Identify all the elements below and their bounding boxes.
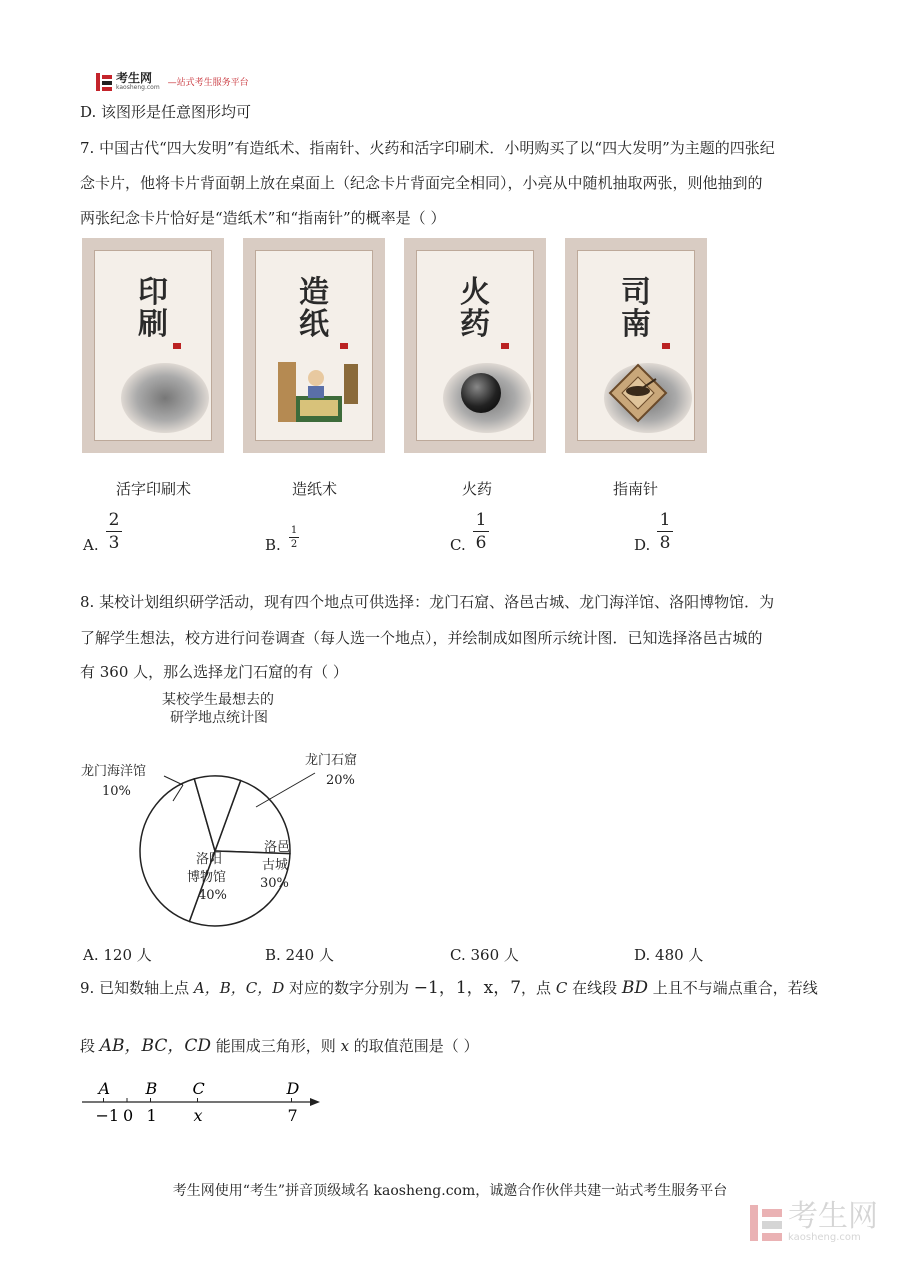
leader-line-shiku	[256, 773, 315, 807]
axis-tick-label: 7	[287, 1106, 298, 1125]
card-label: 火药	[462, 480, 493, 498]
card-label: 造纸术	[292, 480, 338, 498]
pie-value-luoyi: 30%	[260, 876, 289, 891]
pie-label-shiku: 龙门石窟	[305, 753, 358, 768]
q9-line-1: 9. 已知数轴上点 A，B，C，D 对应的数字分别为 −1，1，x，7，点 C 在线段 BD 上且不与端点重合，若线	[80, 978, 818, 998]
pie-label-bowu-2: 博物馆	[187, 870, 227, 885]
axis-tick-label: −1	[95, 1106, 120, 1125]
axis-tick-label: 1	[146, 1106, 157, 1125]
q7-option-c-letter: C.	[450, 536, 466, 554]
q6-option-d: D. 该图形是任意图形均可	[80, 103, 252, 121]
number-line	[80, 1076, 330, 1126]
q7-option-b-letter: B.	[265, 536, 281, 554]
q7-line-2: 念卡片，他将卡片背面朝上放在桌面上（纪念卡片背面完全相同），小亮从中随机抽取两张，则他抽到的	[80, 174, 763, 192]
watermark-logo-icon	[750, 1205, 782, 1241]
seal-icon	[662, 343, 670, 349]
q8-line-3: 有 360 人，那么选择龙门石窟的有（ ）	[80, 663, 348, 681]
card-title: 造 纸	[299, 275, 329, 342]
axis-tick-label: 0	[123, 1106, 134, 1125]
pie-label-bowu-1: 洛阳	[196, 852, 223, 867]
chart-title-line-2: 研学地点统计图	[170, 710, 268, 726]
q7-option-b-fraction: 1 2	[290, 525, 298, 550]
card-title: 印 刷	[138, 275, 168, 342]
watermark-url: kaosheng.com	[788, 1232, 861, 1243]
pie-value-shiku: 20%	[326, 773, 355, 788]
card-paper	[243, 238, 385, 453]
q9-line-2: 段 AB，BC，CD 能围成三角形，则 x 的取值范围是（ ）	[80, 1036, 479, 1056]
q7-option-c-fraction: 1 6	[473, 510, 489, 553]
q8-option-b: B. 240 人	[265, 946, 334, 964]
site-logo[interactable]	[96, 72, 249, 91]
papermaking-illustration-icon	[274, 356, 366, 436]
seal-icon	[501, 343, 509, 349]
logo-slogan: —站式考生服务平台	[167, 78, 249, 88]
watermark	[750, 1199, 878, 1243]
card-title: 司 南	[621, 275, 651, 342]
axis-tick-label: x	[193, 1106, 203, 1125]
axis-point-label: D	[286, 1079, 300, 1098]
footer-text: 考生网使用“考生”拼音顶级域名 kaosheng.com，诚邀合作伙伴共建一站式考生服务平台	[172, 1183, 728, 1199]
card-compass	[565, 238, 707, 453]
chart-title-line-1: 某校学生最想去的	[162, 692, 274, 708]
card-printing	[82, 238, 224, 453]
ink-wash-image	[121, 363, 209, 433]
pie-value-bowu: 40%	[198, 888, 227, 903]
card-gunpowder	[404, 238, 546, 453]
q7-option-a-letter: A.	[83, 536, 99, 554]
card-label: 指南针	[613, 480, 659, 498]
q7-option-d-fraction: 1 8	[657, 510, 673, 553]
card-title: 火 药	[460, 275, 490, 342]
seal-icon	[173, 343, 181, 349]
pie-label-luoyi-2: 古城	[262, 858, 289, 873]
q8-option-a: A. 120 人	[83, 946, 152, 964]
watermark-name: 考生网	[788, 1199, 878, 1234]
card-label: 活字印刷术	[116, 480, 192, 498]
axis-point-label: C	[192, 1079, 205, 1098]
logo-url: kaosheng.com	[116, 84, 160, 91]
q7-line-3: 两张纪念卡片恰好是“造纸术”和“指南针”的概率是（ ）	[80, 209, 446, 227]
seal-icon	[340, 343, 348, 349]
q8-line-2: 了解学生想法，校方进行问卷调查（每人选一个地点），并绘制成如图所示统计图．已知选择洛邑古城的	[80, 629, 763, 647]
q7-option-d-letter: D.	[634, 536, 651, 554]
compass-icon	[608, 363, 668, 423]
number-line-arrow-icon	[310, 1098, 320, 1106]
pie-value-haiyang: 10%	[102, 784, 131, 799]
q8-option-d: D. 480 人	[634, 946, 704, 964]
q7-line-1: 7. 中国古代“四大发明”有造纸术、指南针、火药和活字印刷术．小明购买了以“四大发明”为主题的四张纪	[80, 139, 775, 157]
leader-line-haiyang-tail	[164, 776, 183, 785]
pie-label-haiyang: 龙门海洋馆	[81, 764, 147, 779]
q7-option-a-fraction: 2 3	[106, 510, 122, 553]
pie-label-luoyi-1: 洛邑	[264, 840, 291, 855]
bomb-icon	[461, 373, 501, 413]
axis-point-label: B	[145, 1079, 158, 1098]
q8-line-1: 8. 某校计划组织研学活动，现有四个地点可供选择：龙门石窟、洛邑古城、龙门海洋馆、洛阳博物馆．为	[80, 593, 775, 611]
logo-name: 考生网	[116, 71, 153, 85]
q8-option-c: C. 360 人	[450, 946, 519, 964]
logo-mark-icon	[96, 73, 112, 91]
axis-point-label: A	[98, 1079, 111, 1098]
